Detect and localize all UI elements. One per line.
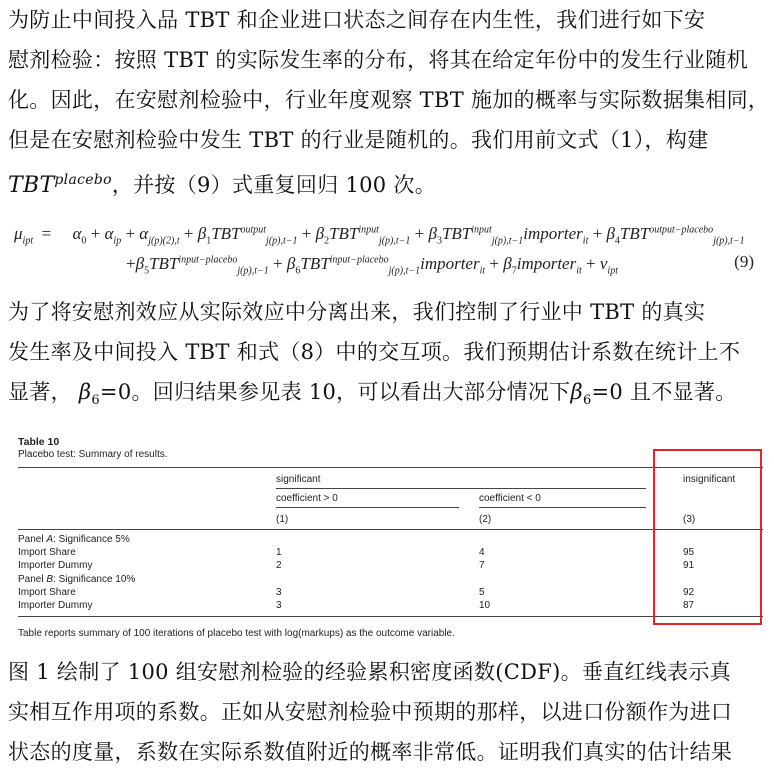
table-note: Table reports summary of 100 iterations of placebo test with log(markups) as the outcome variable. <box>18 628 455 639</box>
table-bottom-rule <box>18 616 763 617</box>
paragraph-1-line-5 <box>8 160 768 206</box>
row-value: 1 <box>276 547 282 558</box>
paragraph-2-line-1: 为了将安慰剂效应从实际效应中分离出来，我们控制了行业中 TBT 的真实 <box>8 300 706 324</box>
row-value: 7 <box>479 560 485 571</box>
col2-number: (2) <box>479 514 492 525</box>
equation-number: (9) <box>734 252 754 271</box>
equation-line-1: $\mu_{ipt}$ = $\alpha_0 + \alpha_{ip} + \alpha_{j(p)(2),t} + \beta_1TBT^{output}_{j(p),t-1} + \beta_2TBT^{input}_{j(p),t-1}$ + $\beta_3TBT^{input}_{j(p),t-1}importer_{it} + \beta_4TBT^{output-placebo}_{j(p),t-1}$ <box>14 224 745 247</box>
header-significant: significant <box>276 474 321 485</box>
row-label: Import Share <box>18 547 76 558</box>
beta-subscript-2: 6 <box>582 393 592 409</box>
panel-b-letter: B <box>46 574 54 585</box>
row-value: 92 <box>683 587 695 598</box>
paragraph-2-line-3-a: 显著， <box>8 380 72 404</box>
panel-a-rest: : Significance 5% <box>53 534 130 545</box>
paragraph-3 <box>8 652 768 772</box>
col2-subrule <box>479 507 646 508</box>
row-value: 10 <box>479 600 491 611</box>
row-label: Importer Dummy <box>18 560 93 571</box>
header-coef-negative: coefficient < 0 <box>479 493 541 504</box>
row-value: 91 <box>683 560 695 571</box>
tbt-placebo-superscript: placebo <box>54 172 112 188</box>
panel-b-label <box>18 574 135 585</box>
paragraph-2 <box>8 292 768 421</box>
paragraph-3-line-2: 实相互作用项的系数。正如从安慰剂检验中预期的那样，以进口份额作为进口 <box>8 700 733 724</box>
paragraph-3-line-3: 状态的度量，系数在实际系数值附近的概率非常低。证明我们真实的估计结果 <box>8 740 733 764</box>
header-significant-rule <box>276 488 646 489</box>
panel-b-rest: : Significance 10% <box>53 574 136 585</box>
row-value: 2 <box>276 560 282 571</box>
paragraph-1-line-4: 但是在安慰剂检验中发生 TBT 的行业是随机的。我们用前文式（1），构建 <box>8 128 709 152</box>
row-value: 95 <box>683 547 695 558</box>
paragraph-1-line-3: 化。因此，在安慰剂检验中，行业年度观察 TBT 施加的概率与实际数据集相同， <box>8 88 770 112</box>
table-top-rule <box>18 467 763 468</box>
panel-a-prefix: Panel <box>18 534 47 545</box>
col1-subrule <box>276 507 459 508</box>
equation-line-2: $+\beta_5TBT^{input-placebo}_{j(p),t-1}$ + $\beta_6TBT^{input-placebo}_{j(p),t-1}importer_{it}$ + $\beta_7importer_{it} + \nu_{ipt}$ <box>126 254 618 277</box>
row-value: 87 <box>683 600 695 611</box>
row-value: 3 <box>276 600 282 611</box>
paragraph-1-line-2: 慰剂检验：按照 TBT 的实际发生率的分布，将其在给定年份中的发生行业随机 <box>8 48 748 72</box>
row-value: 4 <box>479 547 485 558</box>
insignificant-column-highlight <box>653 449 762 625</box>
header-insignificant: insignificant <box>683 474 736 485</box>
row-value: 5 <box>479 587 485 598</box>
table-title: Table 10 <box>18 436 60 448</box>
paragraph-2-line-3-c: =0 且不显著。 <box>591 380 737 404</box>
equation-9 <box>8 218 768 282</box>
panel-a-label <box>18 534 130 545</box>
paragraph-1-line-1: 为防止中间投入品 TBT 和企业进口状态之间存在内生性，我们进行如下安 <box>8 8 706 32</box>
paragraph-2-line-2: 发生率及中间投入 TBT 和式（8）中的交互项。我们预期估计系数在统计上不 <box>8 340 741 364</box>
beta-symbol-2: β <box>570 380 583 404</box>
table-subtitle: Placebo test: Summary of results. <box>18 449 168 460</box>
tbt-placebo-term: TBT <box>8 173 55 198</box>
paragraph-2-line-3-b: =0。回归结果参见表 10，可以看出大部分情况下 <box>99 380 571 404</box>
col1-number: (1) <box>276 514 289 525</box>
header-coef-positive: coefficient > 0 <box>276 493 338 504</box>
row-value: 3 <box>276 587 282 598</box>
row-label: Import Share <box>18 587 76 598</box>
beta-subscript: 6 <box>91 393 100 409</box>
table-10 <box>18 436 763 646</box>
paragraph-1-line-5-text: ，并按（9）式重复回归 100 次。 <box>111 173 437 197</box>
paragraph-2-line-3 <box>8 372 768 421</box>
col3-number: (3) <box>683 514 696 525</box>
beta-symbol: β <box>78 380 92 404</box>
panel-b-prefix: Panel <box>18 574 47 585</box>
row-label: Importer Dummy <box>18 600 93 611</box>
paragraph-1 <box>8 0 768 206</box>
panel-a-letter: A <box>46 534 54 545</box>
paragraph-3-line-1: 图 1 绘制了 100 组安慰剂检验的经验累积密度函数(CDF)。垂直红线表示真 <box>8 660 732 684</box>
header-bottom-rule <box>18 529 763 530</box>
